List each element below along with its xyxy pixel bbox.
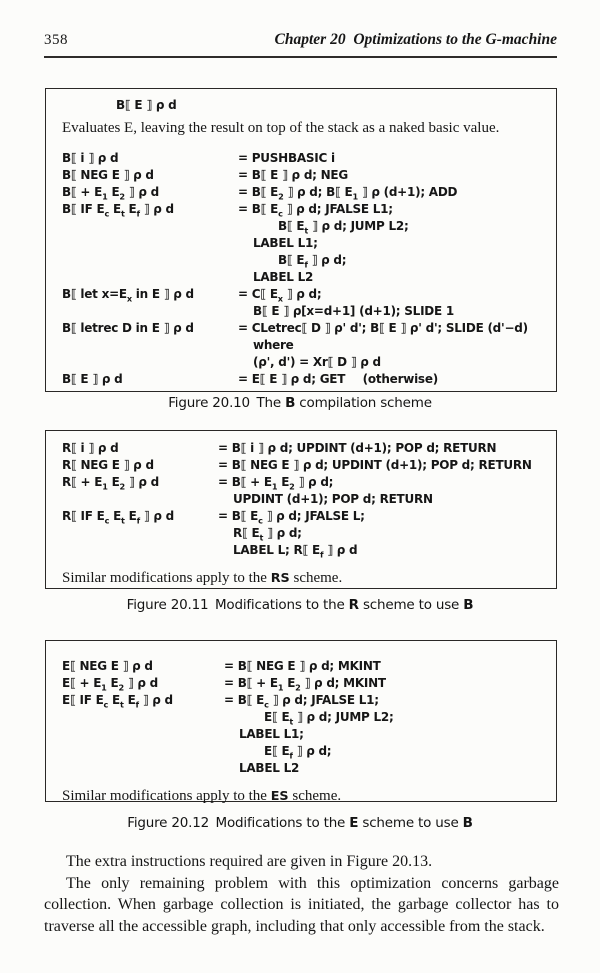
rule-lhs: B⟦ i ⟧ ρ d	[62, 151, 119, 165]
body-text	[44, 851, 559, 937]
rule-lhs: B⟦ E ⟧ ρ d	[62, 372, 123, 386]
rule-line	[62, 743, 552, 760]
rule-line	[62, 269, 552, 286]
rule-rhs: = B⟦ i ⟧ ρ d; UPDINT (d+1); POP d; RETURN	[218, 441, 497, 455]
rule-lhs: B⟦ + $E_1$ $E_2$ ⟧ ρ d	[62, 185, 159, 202]
rule-rhs: UPDINT (d+1); POP d; RETURN	[233, 492, 433, 506]
rule-rhs: B⟦ $E_t$ ⟧ ρ d; JUMP L2;	[278, 219, 409, 236]
rule-line	[62, 286, 552, 303]
figure-note: Similar modifications apply to the RS scheme.	[62, 570, 343, 586]
rule-rhs: LABEL L2	[239, 761, 300, 775]
rule-line	[62, 184, 552, 201]
scheme-description: Evaluates E, leaving the result on top of the stack as a naked basic value.	[62, 120, 500, 136]
rule-rhs: = B⟦ NEG E ⟧ ρ d; MKINT	[224, 659, 381, 673]
rule-lhs: E⟦ IF $E_c$ $E_t$ $E_f$ ⟧ ρ d	[62, 693, 173, 710]
rule-lhs: B⟦ let $x=E_x$ in E ⟧ ρ d	[62, 287, 194, 304]
rule-rhs: = B⟦ + $E_1$ $E_2$ ⟧ ρ d; MKINT	[224, 676, 386, 693]
rule-line	[62, 508, 552, 525]
rule-rhs: = CLetrec⟦ D ⟧ ρ' d'; B⟦ E ⟧ ρ' d'; SLIDE (d'−d)	[238, 321, 528, 335]
figure-20-12-caption: Figure 20.12 Modifications to the E scheme to use B	[127, 815, 473, 831]
rule-lhs: R⟦ i ⟧ ρ d	[62, 441, 119, 455]
page-number: 358	[44, 32, 68, 48]
rule-rhs: LABEL L; R⟦ $E_f$ ⟧ ρ d	[233, 543, 358, 560]
rule-rhs: = C⟦ $E_x$ ⟧ ρ d;	[238, 287, 322, 304]
rule-rhs: = B⟦ NEG E ⟧ ρ d; UPDINT (d+1); POP d; RETURN	[218, 458, 532, 472]
rule-line	[62, 150, 552, 167]
rule-rhs: LABEL L1;	[253, 236, 318, 250]
rule-rhs: where	[253, 338, 294, 352]
rule-lhs: R⟦ NEG E ⟧ ρ d	[62, 458, 154, 472]
rule-line	[62, 692, 552, 709]
rule-rhs: LABEL L2	[253, 270, 314, 284]
rule-rhs: = E⟦ E ⟧ ρ d; GET (otherwise)	[238, 372, 438, 386]
rule-rhs: = B⟦ $E_c$ ⟧ ρ d; JFALSE L1;	[238, 202, 393, 219]
rule-line	[62, 218, 552, 235]
figure-20-10-box	[45, 88, 557, 392]
chapter-title: Chapter 20 Optimizations to the G-machine	[274, 31, 557, 48]
rule-lhs: R⟦ IF $E_c$ $E_t$ $E_f$ ⟧ ρ d	[62, 509, 174, 526]
rule-line	[62, 760, 552, 777]
rule-rhs: B⟦ E ⟧ ρ[x=d+1] (d+1); SLIDE 1	[253, 304, 454, 318]
figure-20-12-box	[45, 640, 557, 802]
body-paragraph: The only remaining problem with this optimization concerns garbage collection. When garbage collection is initiated, the garbage collector has to traverse all the accessible graph, including that only accessible from the stack.	[44, 874, 559, 935]
rule-line	[62, 474, 552, 491]
rule-line	[62, 303, 552, 320]
rule-line	[62, 167, 552, 184]
rule-line	[62, 525, 552, 542]
figure-20-11-caption: Figure 20.11 Modifications to the R scheme to use B	[126, 597, 474, 613]
rule-rhs: B⟦ $E_f$ ⟧ ρ d;	[278, 253, 347, 270]
rule-line	[62, 709, 552, 726]
figure-20-10-caption: Figure 20.10 The B compilation scheme	[168, 395, 432, 411]
rule-lhs: R⟦ + $E_1$ $E_2$ ⟧ ρ d	[62, 475, 160, 492]
rule-line	[62, 658, 552, 675]
rule-line	[62, 252, 552, 269]
rule-rhs: LABEL L1;	[239, 727, 304, 741]
rule-line	[62, 491, 552, 508]
rule-rhs: E⟦ $E_t$ ⟧ ρ d; JUMP L2;	[264, 710, 394, 727]
rule-rhs: R⟦ $E_t$ ⟧ ρ d;	[233, 526, 302, 543]
rule-rhs: E⟦ $E_f$ ⟧ ρ d;	[264, 744, 332, 761]
rule-line	[62, 675, 552, 692]
rule-rhs: = B⟦ $E_c$ ⟧ ρ d; JFALSE L1;	[224, 693, 379, 710]
rule-lhs: E⟦ NEG E ⟧ ρ d	[62, 659, 153, 673]
rule-line	[62, 320, 552, 337]
rule-rhs: = B⟦ + $E_1$ $E_2$ ⟧ ρ d;	[218, 475, 334, 492]
rule-rhs: = B⟦ $E_2$ ⟧ ρ d; B⟦ $E_1$ ⟧ ρ (d+1); ADD	[238, 185, 458, 202]
rule-rhs: = PUSHBASIC i	[238, 151, 335, 165]
rule-line	[62, 201, 552, 218]
figure-note: Similar modifications apply to the ES scheme.	[62, 788, 342, 804]
body-paragraph: The extra instructions required are given in Figure 20.13.	[66, 853, 433, 870]
rule-line	[62, 726, 552, 743]
rule-lhs: B⟦ letrec D in E ⟧ ρ d	[62, 321, 194, 335]
rule-line	[62, 371, 552, 388]
rule-rhs: = B⟦ $E_c$ ⟧ ρ d; JFALSE L;	[218, 509, 365, 526]
rule-line	[62, 354, 552, 371]
rule-rhs: (ρ', d') = Xr⟦ D ⟧ ρ d	[253, 355, 381, 369]
page-header	[44, 31, 557, 49]
rule-lhs: B⟦ IF $E_c$ $E_t$ $E_f$ ⟧ ρ d	[62, 202, 174, 219]
figure-20-11-box	[45, 430, 557, 589]
rule-line	[62, 337, 552, 354]
rule-rhs: = B⟦ E ⟧ ρ d; NEG	[238, 168, 348, 182]
rule-line	[62, 440, 552, 457]
rule-lhs: E⟦ + $E_1$ $E_2$ ⟧ ρ d	[62, 676, 158, 693]
rule-line	[62, 542, 552, 559]
rule-lhs: B⟦ NEG E ⟧ ρ d	[62, 168, 154, 182]
rule-line	[62, 235, 552, 252]
scheme-signature: B⟦ E ⟧ ρ d	[116, 98, 177, 112]
rule-line	[62, 457, 552, 474]
header-rule	[44, 56, 557, 58]
